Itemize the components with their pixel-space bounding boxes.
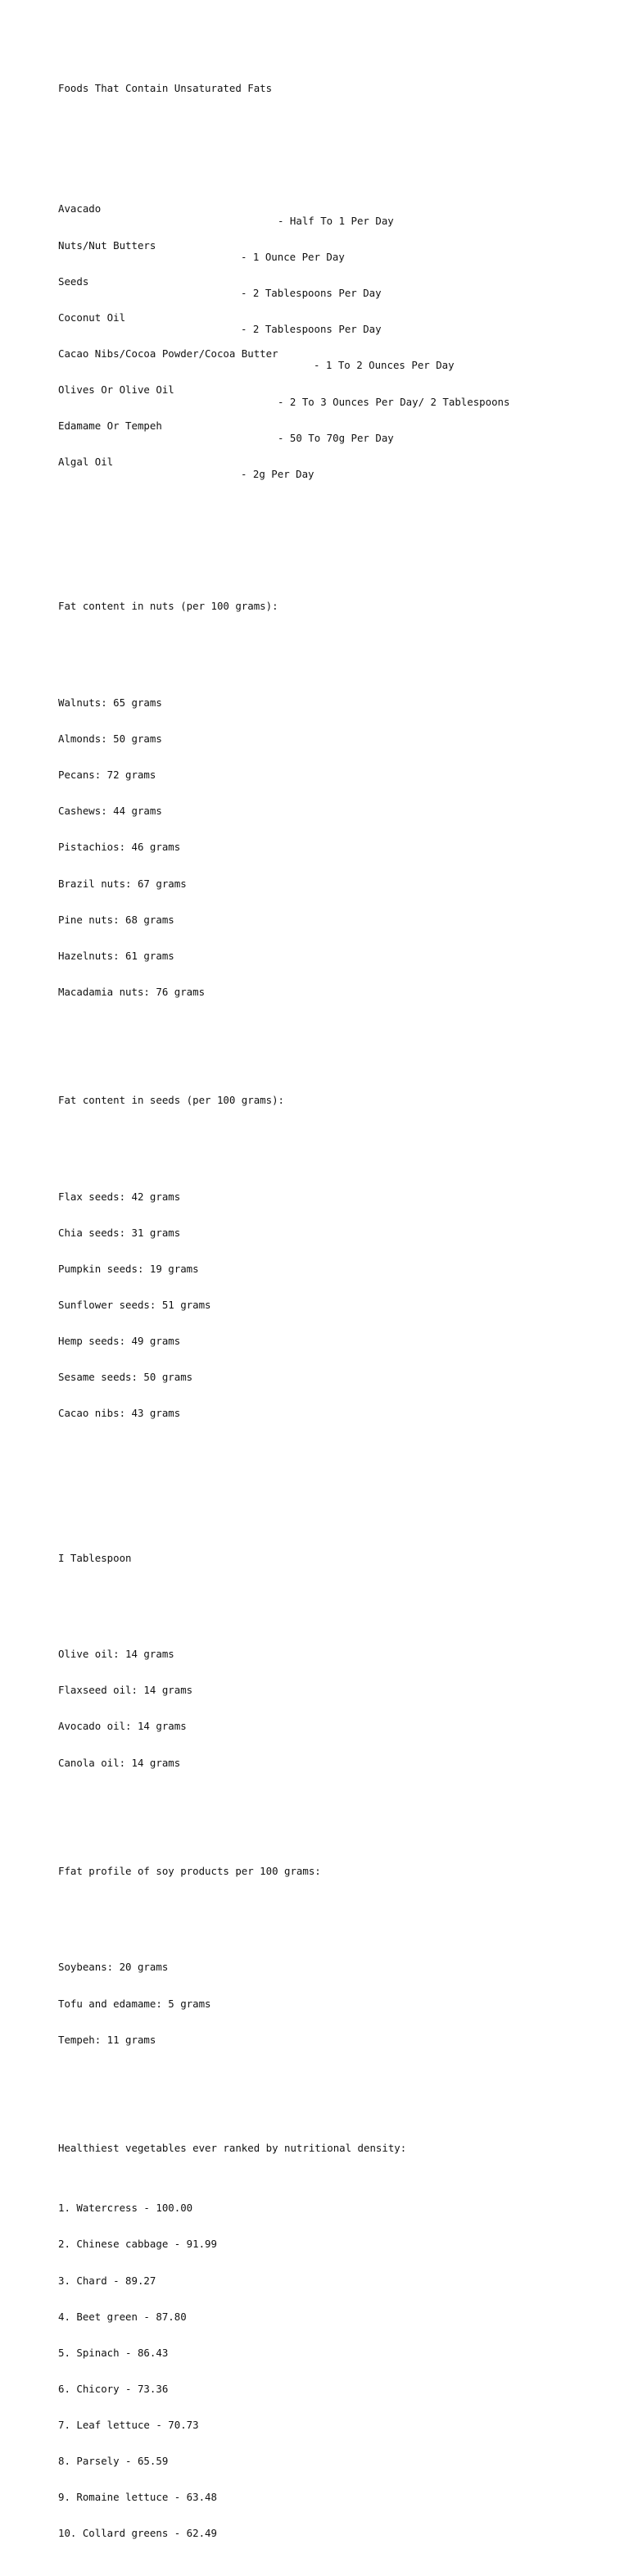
food-amount: - 2 Tablespoons Per Day	[241, 323, 382, 336]
soy-heading: Ffat profile of soy products per 100 grams:	[58, 1864, 321, 1877]
list-item: Sunflower seeds: 51 grams	[58, 1298, 211, 1311]
list-item: Pistachios: 46 grams	[58, 841, 181, 854]
food-amount: - 50 To 70g Per Day	[278, 431, 394, 444]
spacer	[58, 1480, 615, 1492]
food-amount: - Half To 1 Per Day	[278, 215, 394, 228]
food-name: Coconut Oil	[58, 311, 126, 324]
list-item: 1. Watercress - 100.00	[58, 2202, 193, 2215]
unsaturated-fats-list	[58, 167, 615, 480]
list-item: Pecans: 72 grams	[58, 769, 156, 782]
vegetables-list	[58, 2179, 615, 2564]
list-item: Hemp seeds: 49 grams	[58, 1335, 181, 1348]
food-amount: - 2g Per Day	[241, 467, 314, 480]
spacer	[58, 517, 615, 529]
list-item: Avocado oil: 14 grams	[58, 1720, 187, 1733]
list-item: Tofu and edamame: 5 grams	[58, 1997, 211, 2010]
list-item: Pumpkin seeds: 19 grams	[58, 1262, 199, 1275]
spacer	[58, 1517, 615, 1529]
spacer	[58, 1059, 615, 1071]
list-item: Flax seeds: 42 grams	[58, 1190, 181, 1203]
spacer	[58, 553, 615, 565]
unsaturated-row-avacado	[58, 192, 615, 228]
unsaturated-row-olives	[58, 372, 615, 408]
spacer	[58, 1131, 615, 1143]
list-item: Brazil nuts: 67 grams	[58, 877, 187, 890]
food-amount: - 1 Ounce Per Day	[241, 251, 345, 264]
unsaturated-row-cacao	[58, 336, 615, 372]
document-body	[58, 59, 615, 2576]
oils-list	[58, 1625, 615, 1794]
spacer	[58, 2107, 615, 2119]
list-item: Flaxseed oil: 14 grams	[58, 1684, 193, 1697]
list-item: Hazelnuts: 61 grams	[58, 949, 174, 962]
vegetables-heading: Healthiest vegetables ever ranked by nutritional density:	[58, 2141, 407, 2154]
list-item: Soybeans: 20 grams	[58, 1961, 169, 1974]
soy-list	[58, 1938, 615, 2070]
spacer	[58, 120, 615, 132]
list-item: Almonds: 50 grams	[58, 732, 162, 746]
oils-heading: I Tablespoon	[58, 1551, 132, 1564]
list-item: 8. Parsely - 65.59	[58, 2455, 169, 2468]
food-amount: - 2 Tablespoons Per Day	[241, 287, 382, 300]
seeds-list	[58, 1167, 615, 1444]
nuts-list	[58, 673, 615, 1023]
list-item: 5. Spinach - 86.43	[58, 2346, 169, 2359]
spacer	[58, 1589, 615, 1601]
food-name: Cacao Nibs/Cocoa Powder/Cocoa Butter	[58, 347, 278, 360]
unsaturated-row-seeds	[58, 264, 615, 300]
list-item: 4. Beet green - 87.80	[58, 2310, 187, 2323]
list-item: Macadamia nuts: 76 grams	[58, 985, 206, 998]
unsaturated-row-coconut-oil	[58, 300, 615, 336]
list-item: Canola oil: 14 grams	[58, 1756, 181, 1769]
food-name: Nuts/Nut Butters	[58, 238, 156, 252]
unsaturated-row-algal-oil	[58, 444, 615, 480]
list-item: Walnuts: 65 grams	[58, 696, 162, 710]
list-item: 3. Chard - 89.27	[58, 2274, 156, 2287]
unsaturated-row-nuts	[58, 228, 615, 264]
food-name: Algal Oil	[58, 456, 114, 469]
list-item: 2. Chinese cabbage - 91.99	[58, 2238, 217, 2251]
list-item: 10. Collard greens - 62.49	[58, 2527, 217, 2540]
unsaturated-row-edamame	[58, 408, 615, 444]
list-item: Tempeh: 11 grams	[58, 2033, 156, 2046]
spacer	[58, 1902, 615, 1914]
list-item: 7. Leaf lettuce - 70.73	[58, 2418, 199, 2431]
spacer	[58, 1830, 615, 1842]
food-amount: - 1 To 2 Ounces Per Day	[314, 359, 455, 372]
list-item: Cacao nibs: 43 grams	[58, 1407, 181, 1420]
food-name: Avacado	[58, 202, 102, 215]
food-name: Olives Or Olive Oil	[58, 383, 174, 396]
spacer	[58, 637, 615, 650]
nuts-heading: Fat content in nuts (per 100 grams):	[58, 600, 278, 613]
list-item: 6. Chicory - 73.36	[58, 2382, 169, 2395]
list-item: Olive oil: 14 grams	[58, 1648, 174, 1661]
list-item: Chia seeds: 31 grams	[58, 1226, 181, 1239]
list-item: 9. Romaine lettuce - 63.48	[58, 2491, 217, 2504]
food-amount: - 2 To 3 Ounces Per Day/ 2 Tablespoons	[278, 395, 510, 408]
list-item: Sesame seeds: 50 grams	[58, 1371, 193, 1384]
list-item: Cashews: 44 grams	[58, 805, 162, 818]
food-name: Seeds	[58, 274, 89, 288]
document-title: Foods That Contain Unsaturated Fats	[58, 82, 273, 95]
food-name: Edamame Or Tempeh	[58, 419, 162, 432]
seeds-heading: Fat content in seeds (per 100 grams):	[58, 1094, 285, 1107]
list-item: Pine nuts: 68 grams	[58, 913, 174, 926]
